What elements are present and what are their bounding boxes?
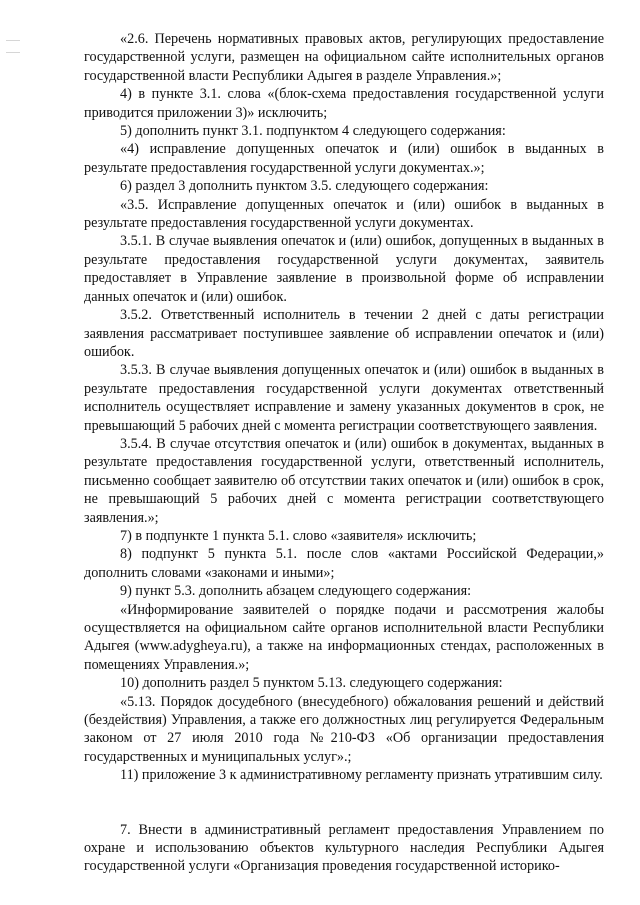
paragraph-item-11: 11) приложение 3 к административному регламенту признать утратившим силу. (120, 767, 603, 784)
paragraph-3-5-4: 3.5.4. В случае отсутствия опечаток и (или) ошибок в документах, выданных в результате предоставления государственной услуги, ответственный исполнитель, письменно сообщает заявителю об отсутствии таких опечаток и (или) ошибок в срок, не превышающий 5 рабочих дней с момента регистрации соответствующего заявления.»; (84, 435, 604, 526)
paragraph-item-9-text: «Информирование заявителей о порядке подачи и рассмотрения жалобы осуществляется на официальном сайте органов исполнительной власти Республики Адыгея (www.adygheya.ru), а также на информационных стендах, расположенных в помещениях Управления.»; (84, 601, 604, 673)
paragraph-3-5: «3.5. Исправление допущенных опечаток и (или) ошибок в выданных в результате предоставления государственной услуги документах. (84, 196, 604, 232)
document-body (84, 30, 604, 876)
paragraph-item-5-text: «4) исправление допущенных опечаток и (или) ошибок в выданных в результате предоставления государственной услуги документах.»; (84, 141, 604, 176)
paragraph-item-8: 8) подпункт 5 пункта 5.1. после слов «актами Российской Федерации,» дополнить словами «законами и иными»; (84, 546, 604, 581)
paragraph-item-5: 5) дополнить пункт 3.1. подпунктом 4 следующего содержания: (120, 123, 506, 140)
paragraph-2-6: «2.6. Перечень нормативных правовых актов, регулирующих предоставление государственной услуги, размещен на официальном сайте исполнительных органов государственной власти Республики Адыгея в разделе Управления.»; (84, 31, 604, 84)
margin-mark (6, 52, 20, 53)
margin-mark (6, 40, 20, 41)
paragraph-item-4: 4) в пункте 3.1. слова «(блок-схема предоставления государственной услуги приводится приложении 3)» исключить; (84, 86, 604, 121)
paragraph-3-5-3: 3.5.3. В случае выявления допущенных опечаток и (или) ошибок в выданных в результате предоставления государственной услуги документах ответственный исполнитель осуществляет исправление и замену указанных документов в срок, не превышающий 5 рабочих дней с момента регистрации соответствующего заявления. (84, 362, 604, 434)
paragraph-3-5-1: 3.5.1. В случае выявления опечаток и (или) ошибок, допущенных в выданных в результате предоставления государственной услуги документах, заявитель предоставляет в Управление заявление в произвольной форме об исправлении данных опечаток и (или) ошибок. (84, 233, 604, 305)
paragraph-item-10: 10) дополнить раздел 5 пунктом 5.13. следующего содержания: (120, 675, 503, 692)
paragraph-item-7: 7) в подпункте 1 пункта 5.1. слово «заявителя» исключить; (120, 527, 477, 544)
paragraph-3-5-2: 3.5.2. Ответственный исполнитель в течении 2 дней с даты регистрации заявления рассматривает поступившее заявление об исправлении опечаток и (или) ошибок. (84, 307, 604, 360)
paragraph-section-7: 7. Внести в административный регламент предоставления Управлением по охране и использованию объектов культурного наследия Республики Адыгея государственной услуги «Организация проведения государственной историко- (84, 821, 604, 875)
paragraph-5-13: «5.13. Порядок досудебного (внесудебного) обжалования решений и действий (бездействия) Управления, а также его должностных лиц регулируется Федеральным законом от 27 июля 2010 года №210-ФЗ «Об организации предоставления государственных и муниципальных услуг».; (84, 693, 604, 765)
paragraph-item-6: 6) раздел 3 дополнить пунктом 3.5. следующего содержания: (120, 178, 489, 195)
paragraph-item-9: 9) пункт 5.3. дополнить абзацем следующего содержания: (120, 583, 472, 600)
